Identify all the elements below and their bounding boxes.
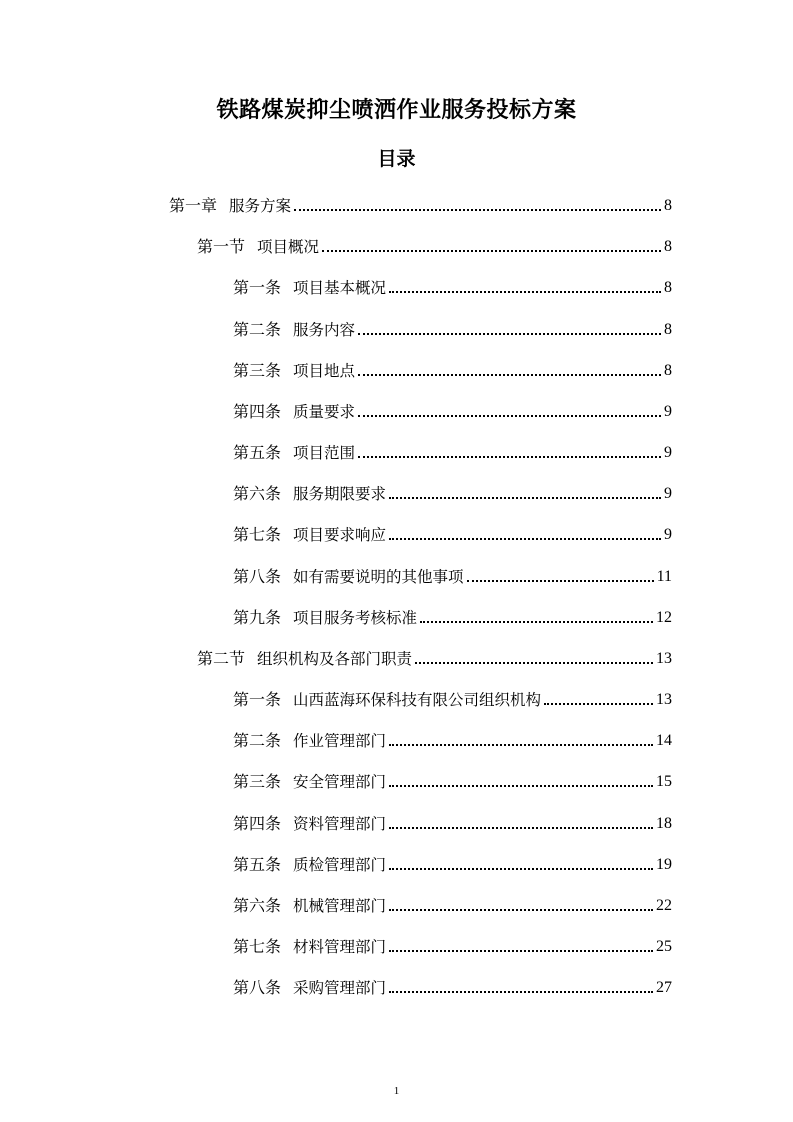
toc-leader-dots	[358, 415, 661, 417]
toc-entry[interactable]	[233, 717, 672, 751]
toc-entry-number: 第五条	[233, 443, 282, 462]
toc-entry-page: 13	[656, 650, 672, 667]
toc-entry-page: 25	[656, 938, 672, 955]
toc-entry-title: 服务期限要求	[293, 485, 387, 503]
toc-leader-dots	[358, 333, 661, 335]
toc-leader-dots	[415, 662, 653, 664]
toc-entry-page: 22	[656, 897, 672, 914]
toc-entry-title: 材料管理部门	[293, 938, 387, 956]
toc-entry[interactable]	[233, 923, 672, 957]
toc-entry-number: 第一条	[233, 278, 282, 297]
toc-entry-title: 服务内容	[293, 321, 356, 339]
toc-entry-page: 9	[664, 485, 672, 502]
toc-entry[interactable]	[197, 635, 672, 669]
toc-entry[interactable]	[233, 306, 672, 340]
toc-leader-dots	[467, 580, 654, 582]
toc-entry-number: 第八条	[233, 978, 282, 997]
toc-entry-number: 第四条	[233, 814, 282, 833]
toc-leader-dots	[389, 497, 661, 499]
toc-leader-dots	[294, 209, 661, 211]
toc-entry-page: 15	[656, 773, 672, 790]
toc-entry[interactable]	[233, 347, 672, 381]
toc-entry-title: 项目范围	[293, 444, 356, 462]
toc-leader-dots	[389, 991, 653, 993]
toc-leader-dots	[389, 785, 653, 787]
toc-leader-dots	[544, 703, 653, 705]
toc-leader-dots	[389, 868, 653, 870]
toc-entry-title: 项目服务考核标准	[293, 609, 418, 627]
toc-entry-page: 9	[664, 403, 672, 420]
toc-entry-title: 采购管理部门	[293, 979, 387, 997]
toc-leader-dots	[358, 374, 661, 376]
toc-entry-number: 第六条	[233, 896, 282, 915]
toc-entry-number: 第六条	[233, 484, 282, 503]
toc-entry-number: 第一条	[233, 690, 282, 709]
toc-entry[interactable]	[233, 470, 672, 504]
toc-entry-page: 8	[664, 238, 672, 255]
toc-entry[interactable]	[197, 223, 672, 257]
toc-entry[interactable]	[233, 388, 672, 422]
toc-entry[interactable]	[233, 594, 672, 628]
toc-entry-title: 质检管理部门	[293, 856, 387, 874]
toc-leader-dots	[389, 827, 653, 829]
toc-entry-title: 安全管理部门	[293, 773, 387, 791]
toc-entry[interactable]	[233, 429, 672, 463]
toc-entry[interactable]	[169, 182, 672, 216]
toc-leader-dots	[389, 909, 653, 911]
toc-entry[interactable]	[233, 676, 672, 710]
toc-entry-title: 如有需要说明的其他事项	[293, 568, 464, 586]
toc-entry-number: 第一章	[169, 196, 218, 215]
toc-entry-title: 项目基本概况	[293, 279, 387, 297]
page-number: 1	[393, 1085, 400, 1097]
toc-entry-title: 作业管理部门	[293, 732, 387, 750]
toc-entry-title: 组织机构及各部门职责	[257, 650, 413, 668]
toc-entry-page: 8	[664, 279, 672, 296]
toc-entry[interactable]	[233, 264, 672, 298]
toc-entry-title: 山西蓝海环保科技有限公司组织机构	[293, 691, 542, 709]
toc-entry-number: 第四条	[233, 402, 282, 421]
document-title: 铁路煤炭抑尘喷洒作业服务投标方案	[216, 98, 577, 123]
toc-entry[interactable]	[233, 964, 672, 998]
toc-entry-number: 第二条	[233, 731, 282, 750]
toc-entry-title: 项目要求响应	[293, 526, 387, 544]
toc-entry-page: 9	[664, 444, 672, 461]
toc-entry-number: 第二条	[233, 320, 282, 339]
toc-entry-title: 质量要求	[293, 403, 356, 421]
toc-entry-page: 18	[656, 815, 672, 832]
toc-entry-number: 第三条	[233, 772, 282, 791]
toc-leader-dots	[420, 621, 653, 623]
toc-entry-number: 第二节	[197, 649, 246, 668]
toc-entry-page: 12	[656, 609, 672, 626]
toc-entry[interactable]	[233, 511, 672, 545]
toc-leader-dots	[358, 456, 661, 458]
toc-entry[interactable]	[233, 841, 672, 875]
toc-entry-page: 9	[664, 526, 672, 543]
toc-entry-title: 资料管理部门	[293, 815, 387, 833]
toc-entry-page: 27	[656, 979, 672, 996]
toc-entry-number: 第八条	[233, 567, 282, 586]
toc-entry-page: 19	[656, 856, 672, 873]
toc-entry-page: 8	[664, 197, 672, 214]
toc-entry[interactable]	[233, 882, 672, 916]
toc-entry-number: 第一节	[197, 237, 246, 256]
toc-entry-number: 第七条	[233, 525, 282, 544]
toc-leader-dots	[389, 950, 653, 952]
toc-entry[interactable]	[233, 553, 672, 587]
toc-entry-number: 第五条	[233, 855, 282, 874]
toc-entry-title: 机械管理部门	[293, 897, 387, 915]
toc-heading: 目录	[377, 148, 416, 170]
toc-leader-dots	[389, 291, 661, 293]
toc-leader-dots	[389, 538, 661, 540]
toc-entry-page: 14	[656, 732, 672, 749]
toc-entry-page: 13	[656, 691, 672, 708]
toc-leader-dots	[389, 744, 653, 746]
toc-entry-title: 服务方案	[229, 197, 292, 215]
toc-entry-title: 项目地点	[293, 362, 356, 380]
toc-entry-number: 第七条	[233, 937, 282, 956]
toc-entry-number: 第九条	[233, 608, 282, 627]
toc-entry-page: 8	[664, 362, 672, 379]
toc-entry[interactable]	[233, 758, 672, 792]
toc-leader-dots	[322, 250, 661, 252]
toc-entry-title: 项目概况	[257, 238, 320, 256]
toc-entry-number: 第三条	[233, 361, 282, 380]
toc-entry-page: 8	[664, 321, 672, 338]
toc-entry-page: 11	[656, 568, 672, 585]
toc-entry[interactable]	[233, 800, 672, 834]
